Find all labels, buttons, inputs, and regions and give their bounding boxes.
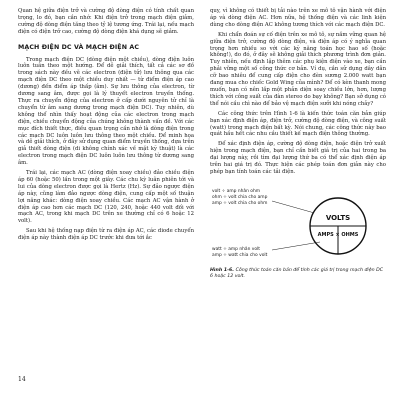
circle-volts-label: VOLTS (325, 213, 351, 222)
ac-paragraph: Trái lại, các mạch AC (dòng điện xoay chiều) đảo chiều điện áp 60 (hoặc 50) lần trong một giây. Các chu kỳ luân phiên tới và lui của dòng electron được gọi là Hertz (Hz). Sự đảo ngược điện áp này, cũng làm đảo ngược dòng điện, cung cấp một số thuận lợi năng khác: dòng điện xoay chiều. Các mạch AC vận hành ở điện áp cao hơn các mạch DC (120, 240, hoặc 440 volt đối với mạch AC, trong khi mạch DC trên xe thường chỉ có 6 hoặc 12 volt). (18, 170, 194, 225)
caption-label: Hình 1-6. (210, 267, 235, 273)
page-number: 14 (18, 376, 26, 383)
continued-paragraph: quy, vì không có thiết bị tải nào trên xe mô tô vận hành với điện áp và dòng điện AC. Hơn nữa, hệ thống điện và các linh kiện dùng cho dòng điện AC không tương thích với các mạch điện DC. (210, 8, 386, 28)
right-column (210, 8, 386, 280)
calculation-paragraph: Để xác định điện áp, cường độ dòng điện, hoặc điện trở xuất hiện trong mạch điện, bạn chỉ cần biết giá trị của hai trong ba đại lượng này, rồi tìm đại lượng thứ ba có thể xác định điện áp trên hai giá trị đó. Thực hiện các phép toán đơn giản này cho phép bạn tính toán các tải điện. (210, 141, 386, 175)
formula-amp-watt: amp ÷ watt chia cho volt (212, 252, 268, 258)
formulas-paragraph: Các công thức trên Hình 1-6 là kiến thức toán căn bản giúp bạn xác định điện áp, điện trở, cường độ dòng điện, và công suất (watt) trong mạch điện bất kỳ. Nói chung, các công thức này bao quát hầu hết các nhu cầu thiết kế mạch điện thông thường. (210, 110, 386, 138)
formula-leader-line-2 (272, 242, 320, 250)
caption-text: Công thức toán căn bản để tính các giá trị trong mạch điện DC 6 hoặc 12 volt. (210, 267, 383, 279)
dc-paragraph: Trong mạch điện DC (dòng điện một chiều), dòng điện luôn luôn tuân theo một hướng. Để dễ giải thích, tất cả các sơ đồ trong sách này đều vẽ các electron (điện tử) lưu thông qua các mạch điện DC theo một chiều duy nhất — từ điểm điện áp cao (dương) đến điểm áp thấp (âm). Sự lưu thông của electron, từ dương sang âm, được gọi là lý thuyết electron truyền thống. Thực ra chuyển động của electron ở cấp dưới nguyên tử chỉ là chuyển từ âm sang dương trong mạch điện DC). Tuy nhiên, dù không thể nhìn thấy hoạt động của các electron trong mạch điện, chiều chuyển động của chúng không thành vấn đề. Với các mục đích thiết thực, điều quan trọng cần nhớ là dòng điện trong các mạch DC luôn luôn lưu thông theo một chiều. Để minh họa và dễ giải thích, ở đây sử dụng quan điểm truyền thống, dựa trên giả thiết dòng điện (di không chính xác về mặt kỹ thuật) là các electron trong mạch điện DC luôn luôn lưu thông từ dương sang âm. (18, 56, 194, 167)
charging-paragraph: Sau khi hệ thống nạp điện từ ra điện áp AC, các diode chuyển điện áp này thành điện áp DC trước khi đưa tới ắc (18, 228, 194, 242)
formula-watt: watt ÷ amp nhân volt (212, 246, 261, 252)
figure-caption (210, 268, 386, 280)
intro-paragraph: Quan hệ giữa điện trở và cường độ dòng điện có tính chất quan trọng, lo đó, bạn cần nhớ: Khi điện trở trong mạch điện giảm, cường độ dòng điện tăng theo tỷ lệ tương ứng. Trái lại, nếu mạch điện có điện trở cao, cường độ dòng điện khá dụng sẽ giảm. (18, 8, 194, 35)
left-column (18, 8, 194, 242)
formula-amp: amp ÷ volt chia cho ohm (212, 200, 268, 206)
ohms-law-figure (210, 184, 386, 266)
formula-volt: volt ÷ amp nhân ohm (212, 188, 261, 194)
formula-ohm: ohm ÷ volt chia cho amp (212, 194, 268, 200)
diagnosis-paragraph: Khi chẩn đoán sự cố điện trên xe mô tô, sự nắm vững quan hệ giữa điện trở, cường độ dòng điện, và điện áp có ý nghĩa quan trọng hơn nhiều so với các kỹ năng toán học hao số (hoặc không!), do đó, ở đây sẽ không giải thích phương trình đơn giản. Tuy nhiên, nếu định lập thêm các phụ kiện điện vào xe, bạn cần phải vững một số công thức cơ bản. Ví dụ, cần sử dụng dây dẫn cỡ bao nhiêu để cung cấp điện cho đèn sương 2.000 watt bạn đang mua cho chiếc Gold Wing của mình? Để có kèn thanh mong muốn, bạn có nên lắp một phản diện soay chiều lớn, hơn, lượng thích với công suất của đàn stereo do bạy không? Bạn sở dụng có thể nói cầu chì nào để bảo vệ mạch điện sưởi khi nóng chảy? (210, 31, 386, 107)
circle-amps-ohms-label: AMPS × OHMS (317, 231, 359, 238)
section-heading: MẠCH ĐIỆN DC VÀ MẠCH ĐIỆN AC (18, 43, 140, 51)
ohms-law-diagram (210, 184, 386, 266)
formula-leader-line-1 (272, 201, 318, 214)
